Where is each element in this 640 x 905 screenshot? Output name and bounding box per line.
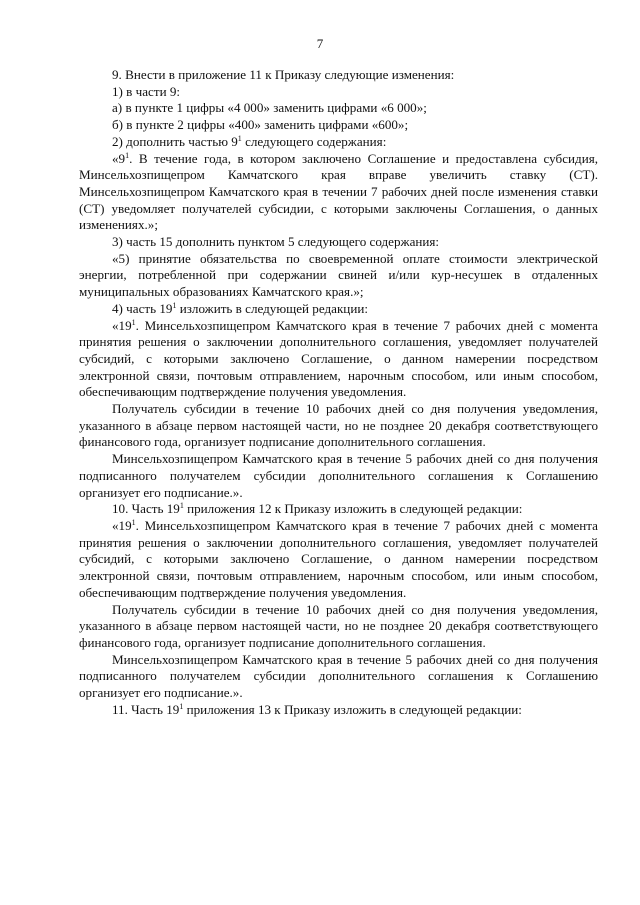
paragraph-text: приложения 12 к Приказу изложить в следующей редакции: [183,501,523,517]
paragraph-text: . Минсельхозпищепром Камчатского края в течение 7 рабочих дней с момента принятия решения о заключении дополнительного соглашения, уведомляет получателей субсидий, с которыми заключено Соглашение, о данном намерении посредством электронной связи, почтовым отправлением, нарочным способом, или иным способом, обеспечивающим подтверждение получения уведомления. [79,317,598,400]
paragraph-p12: Минсельхозпищепром Камчатского края в течение 5 рабочих дней со дня получения подписанного получателем субсидии дополнительного соглашения к Соглашению организует его подписание.». [79,451,598,500]
paragraph-text: «19 [112,317,132,333]
paragraph-p11: Получатель субсидии в течение 10 рабочих дней со дня получения уведомления, указанного в абзаце первом настоящей части, но не позднее 20 декабря соответствующего финансового года, организует подписание дополнительного соглашения. [79,401,598,450]
paragraph-p8: «5) принятие обязательства по своевременной оплате стоимости электрической энергии, потребленной при содержании свиней и/или кур-несушек в отдаленных муниципальных образованиях Камчатского края.»; [79,250,598,300]
paragraph-text: «19 [112,517,132,533]
paragraph-p14 [79,518,598,602]
paragraph-text: приложения 13 к Приказу изложить в следующей редакции: [183,701,522,717]
paragraph-text: следующего содержания: [241,133,387,149]
superscript-index: 1 [237,133,242,143]
paragraph-text: 10. Часть 19 [112,501,180,517]
superscript-index: 1 [131,317,136,327]
document-body [79,67,598,718]
paragraph-text: 11. Часть 19 [112,701,180,717]
paragraph-text: 2) дополнить частью 9 [112,133,238,149]
superscript-index: 1 [131,517,136,527]
paragraph-p6 [79,151,598,235]
superscript-index: 1 [179,701,184,711]
page-number: 7 [316,36,324,51]
paragraph-text: 4) часть 19 [112,300,173,316]
paragraph-p17 [79,702,598,719]
paragraph-p10 [79,318,598,402]
paragraph-p9 [79,301,598,318]
paragraph-p13 [79,501,598,518]
superscript-index: 1 [125,150,130,160]
paragraph-text: «9 [112,150,126,166]
paragraph-p4: б) в пункте 2 цифры «400» заменить цифрами «600»; [112,117,409,133]
paragraph-p7: 3) часть 15 дополнить пунктом 5 следующего содержания: [112,234,440,250]
superscript-index: 1 [179,501,184,511]
paragraph-p16: Минсельхозпищепром Камчатского края в течение 5 рабочих дней со дня получения подписанного получателем субсидии дополнительного соглашения к Соглашению организует его подписание.». [79,651,598,701]
paragraph-p2: 1) в части 9: [112,83,181,99]
paragraph-p15: Получатель субсидии в течение 10 рабочих дней со дня получения уведомления, указанного в абзаце первом настоящей части, но не позднее 20 декабря соответствующего финансового года, организует подписание дополнительного соглашения. [79,601,598,650]
paragraph-p1: 9. Внести в приложение 11 к Приказу следующие изменения: [112,67,455,82]
paragraph-text: . Минсельхозпищепром Камчатского края в течение 7 рабочих дней с момента принятия решения о заключении дополнительного соглашения, уведомляет получателей субсидий, с которыми заключено Соглашение, о данном намерении посредством электронной связи, почтовым отправлением, нарочным способом, или иным способом, обеспечивающим подтверждение получения уведомления. [79,517,598,600]
superscript-index: 1 [172,300,177,310]
paragraph-text: . В течение года, в котором заключено Соглашение и предоставлена субсидия, Минсельхозпищепром Камчатского края вправе увеличить ставку (СТ). Минсельхозпищепром Камчатского края в течении 7 рабочих дней после изменения ставки (СТ) уведомляет получателей субсидии, с которыми заключены Соглашения, о данных изменениях.»; [79,150,598,233]
paragraph-p5 [79,134,598,151]
paragraph-text: изложить в следующей редакции: [176,300,368,316]
paragraph-p3: а) в пункте 1 цифры «4 000» заменить цифрами «6 000»; [112,100,427,116]
